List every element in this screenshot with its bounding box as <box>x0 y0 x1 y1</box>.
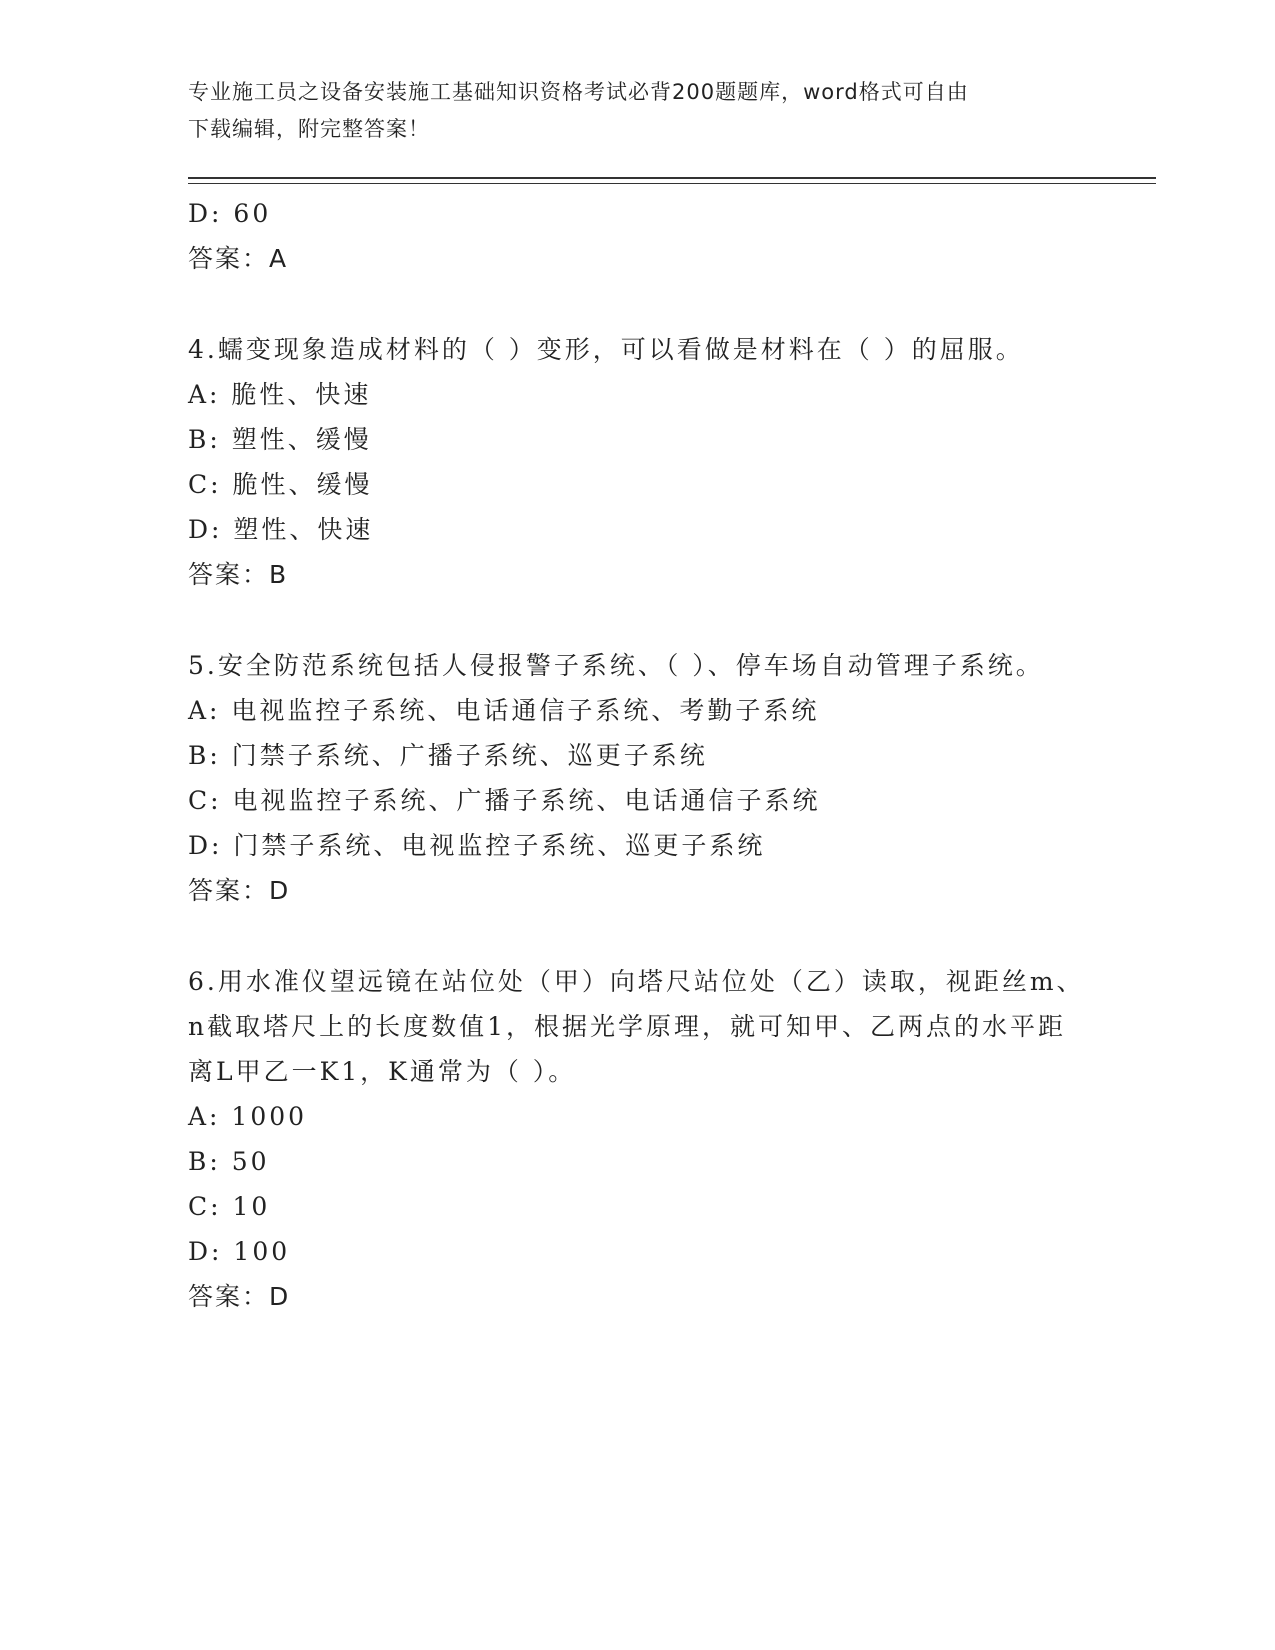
question-text: 5.安全防范系统包括人侵报警子系统、（ ）、停车场自动管理子系统。 <box>188 651 1044 680</box>
answer: 答案：D <box>188 876 291 905</box>
option-b: B: 门禁子系统、广播子系统、巡更子系统 <box>188 741 708 770</box>
question-5 <box>188 643 1088 913</box>
option-d: D: 塑性、快速 <box>188 515 374 544</box>
question-list <box>188 191 1088 1319</box>
option-b: B: 塑性、缓慢 <box>188 425 372 454</box>
prev-option-d: D: 60 <box>188 199 272 228</box>
question-text: 6.用水准仪望远镜在站位处（甲）向塔尺站位处（乙）读取，视距丝m、n截取塔尺上的长度数值1，根据光学原理，就可知甲、乙两点的水平距离L甲乙一K1，K通常为（ ）。 <box>188 967 1085 1086</box>
answer: 答案：B <box>188 560 289 589</box>
prev-answer: 答案：A <box>188 244 289 273</box>
option-d: D: 100 <box>188 1237 291 1266</box>
header-line-1: 专业施工员之设备安装施工基础知识资格考试必背200题题库，word格式可自由 <box>188 80 969 104</box>
header-rule-thick <box>188 177 1156 179</box>
option-a: A: 1000 <box>188 1102 308 1131</box>
question-4 <box>188 327 1088 597</box>
question-text: 4.蠕变现象造成材料的（ ）变形，可以看做是材料在（ ）的屈服。 <box>188 335 1024 364</box>
document-header <box>188 74 1088 148</box>
header-rule-thin <box>188 183 1156 184</box>
answer: 答案：D <box>188 1282 291 1311</box>
option-a: A: 电视监控子系统、电话通信子系统、考勤子系统 <box>188 696 820 725</box>
option-c: C: 电视监控子系统、广播子系统、电话通信子系统 <box>188 786 821 815</box>
option-b: B: 50 <box>188 1147 270 1176</box>
header-line-2: 下载编辑，附完整答案！ <box>188 117 430 141</box>
question-6 <box>188 959 1088 1319</box>
option-c: C: 10 <box>188 1192 271 1221</box>
option-c: C: 脆性、缓慢 <box>188 470 373 499</box>
option-d: D: 门禁子系统、电视监控子系统、巡更子系统 <box>188 831 766 860</box>
option-a: A: 脆性、快速 <box>188 380 372 409</box>
